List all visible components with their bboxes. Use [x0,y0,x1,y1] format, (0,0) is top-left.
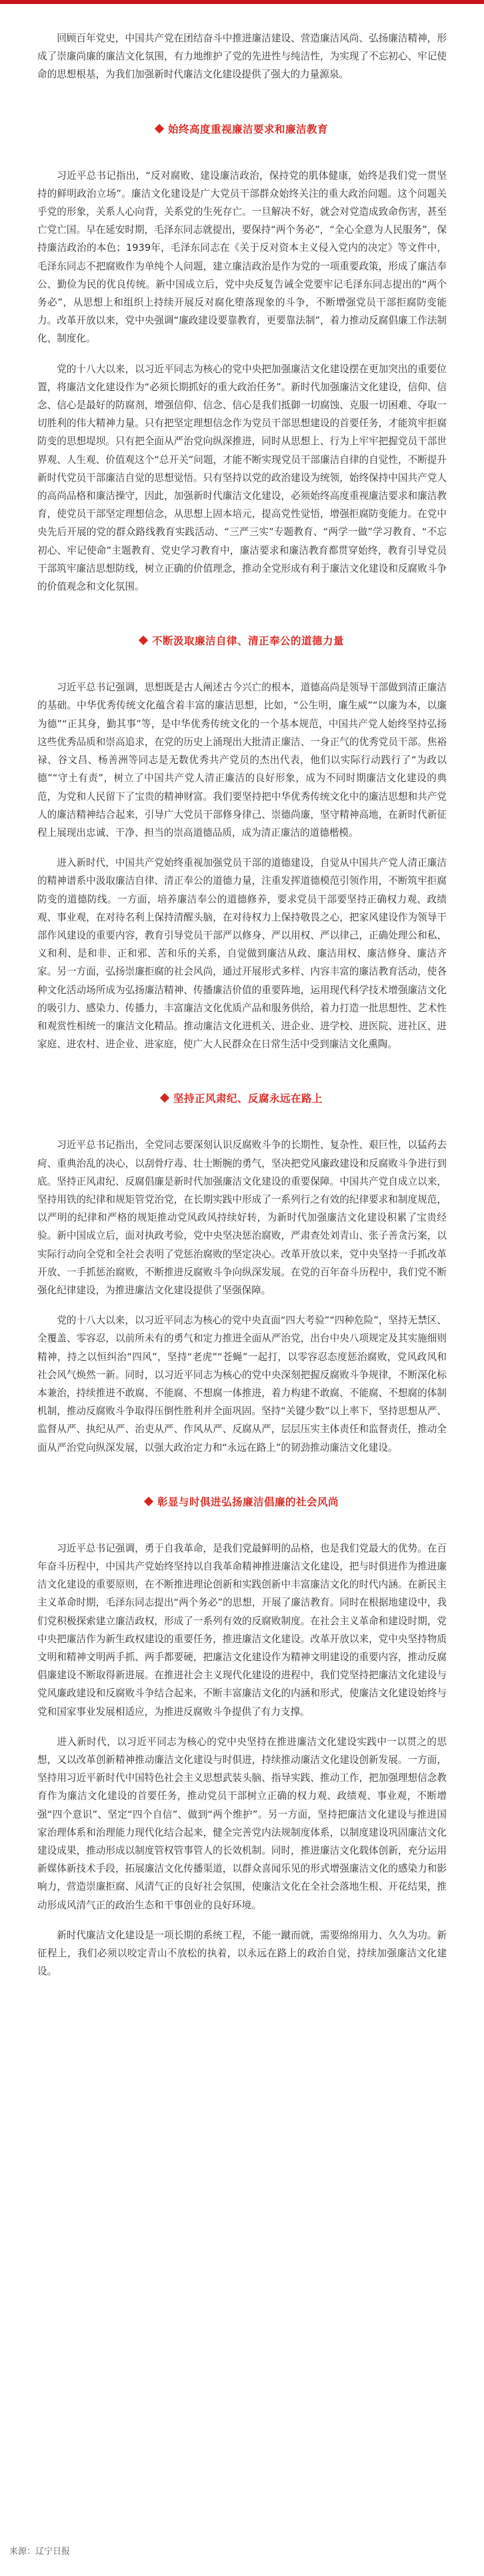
section-heading-text: 坚持正风肃纪、反腐永远在路上 [173,1093,323,1105]
paragraph: 进入新时代，以习近平同志为核心的党中央坚持在推进廉洁文化建设实践中一以贯之的思想，又以改革创新精神推动廉洁文化建设与时俱进，持续推动廉洁文化建设创新发展。一方面，坚持用习近平新时代中国特色社会主义思想武装头脑、指导实践、推动工作，把加强理想信念教育作为廉洁文化建设的首要任务，推动党员干部树立正确的权力观、政绩观、事业观，不断增强“四个意识”、坚定“四个自信”、做到“两个维护”。另一方面，坚持把廉洁文化建设与推进国家治理体系和治理能力现代化结合起来，健全完善党内法规制度体系，以制度建设巩固廉洁文化建设成果，推动形成以制度管权管事管人的长效机制。同时，推进廉洁文化载体创新，充分运用新媒体新技术手段，拓展廉洁文化传播渠道，以群众喜闻乐见的形式增强廉洁文化的感染力和影响力，营造崇廉拒腐、风清气正的良好社会氛围，使廉洁文化在全社会落地生根、开花结果，推动形成风清气正的政治生态和干事创业的良好环境。 [37,1736,447,1911]
paragraph: 进入新时代，中国共产党始终重视加强党员干部的道德建设，自觉从中国共产党人清正廉洁的精神谱系中汲取廉洁自律、清正奉公的道德力量，注重发挥道德模范引领作用，不断筑牢拒腐防变的道德防线。一方面，培养廉洁奉公的道德修养，要求党员干部要坚持正确权力观、政绩观、事业观，在对待名利上保持清醒头脑，在对待权力上保持敬畏之心，把家风建设作为领导干部作风建设的重要内容，教育引导党员干部严以修身、严以用权、严以律己，正确处理公和私、义和利、是和非、正和邪、苦和乐的关系，自觉做到廉洁从政、廉洁用权、廉洁修身、廉洁齐家。另一方面，弘扬崇廉拒腐的社会风尚，通过开展形式多样、内容丰富的廉洁教育活动，使各种文化活动场所成为弘扬廉洁精神、传播廉洁价值的重要阵地，运用现代科学技术增强廉洁文化的吸引力、感染力、传播力，丰富廉洁文化优质产品和服务供给，着力打造一批思想性、艺术性和观赏性相统一的廉洁文化精品。推动廉洁文化进机关、进企业、进学校、进医院、进社区、进家庭、进农村、进企业、进家庭，使广大人民群众在日常生活中受到廉洁文化熏陶。 [37,857,447,1051]
paragraph: 党的十八大以来，以习近平同志为核心的党中央直面“四大考验”“四种危险”，坚持无禁区、全覆盖、零容忍，以前所未有的勇气和定力推进全面从严治党，出台中央八项规定及其实施细则精神，持之以恒纠治“四风”，坚持“老虎”“苍蝇”一起打，以零容忍态度惩治腐败，党风政风和社会风气焕然一新。同时，以习近平同志为核心的党中央深刻把握反腐败斗争规律，不断深化标本兼治，持续推进不敢腐、不能腐、不想腐一体推进，着力构建不敢腐、不能腐、不想腐的体制机制，推动反腐败斗争取得压倒性胜利并全面巩固。坚持“关键少数”以上率下，坚持思想从严、监督从严、执纪从严、治吏从严、作风从严、反腐从严，层层压实主体责任和监督责任，推动全面从严治党向纵深发展，以强大政治定力和“永远在路上”的韧劲推动廉洁文化建设。 [37,1315,447,1453]
red-diamond-icon [144,1497,153,1506]
section-heading-2 [0,633,484,648]
paragraph: 习近平总书记指出，全党同志要深刻认识反腐败斗争的长期性、复杂性、艰巨性，以猛药去疴、重典治乱的决心，以刮骨疗毒、壮士断腕的勇气，坚决把党风廉政建设和反腐败斗争进行到底。坚持正风肃纪、反腐倡廉是新时代加强廉洁文化建设的重要保障。中国共产党自成立以来，坚持用铁的纪律和规矩管党治党，在长期实践中形成了一系列行之有效的纪律要求和制度规范，以严明的纪律和严格的规矩推动党风政风持续好转，为新时代加强廉洁文化建设积累了宝贵经验。新中国成立后，面对执政考验，党中央坚决惩治腐败，严肃查处刘青山、张子善贪污案，以实际行动向全党和全社会表明了党惩治腐败的坚定决心。改革开放以来，党中央坚持一手抓改革开放、一手抓惩治腐败，不断推进反腐败斗争向纵深发展。在党的百年奋斗历程中，我们党不断强化纪律建设，为推进廉洁文化建设提供了坚强保障。 [37,1139,447,1296]
section-heading-text: 彰显与时俱进弘扬廉洁倡廉的社会风尚 [157,1495,339,1508]
paragraph: 习近平总书记强调，思想既是古人阐述古今兴亡的根本，道德高尚是领导干部做到清正廉洁的基础。中华优秀传统文化蕴含着丰富的廉洁思想，比如，“公生明，廉生威”“以廉为本，以廉为德”“正其身，勤其事”等，是中华优秀传统文化的一个基本规范，中国共产党人始终坚持弘扬这些优秀品质和崇高追求，在党的历史上涌现出大批清正廉洁、一身正气的优秀党员干部。焦裕禄、谷文昌、杨善洲等同志是无数优秀共产党员的杰出代表，他们以实际行动践行了“为政以德”“守土有责”，树立了中国共产党人清正廉洁的良好形象，成为不同时期廉洁文化建设的典范，为党和人民留下了宝贵的精神财富。我们要坚持把中华优秀传统文化中的廉洁思想和共产党人的廉洁精神结合起来，引导广大党员干部修身律己、崇德尚廉，坚守精神高地，在新时代新征程上展现出忠诚、干净、担当的崇高道德品质，成为清正廉洁的道德楷模。 [37,682,447,838]
section-heading-3 [0,1091,484,1105]
section-heading-text: 始终高度重视廉洁要求和廉洁教育 [167,123,328,135]
article-body [0,4,484,1980]
paragraph: 习近平总书记强调，勇于自我革命，是我们党最鲜明的品格，也是我们党最大的优势。在百年奋斗历程中，中国共产党始终坚持以自我革命精神推进廉洁文化建设，把与时俱进作为推进廉洁文化建设的重要原则，在不断推进理论创新和实践创新中丰富廉洁文化的时代内涵。在新民主主义革命时期，毛泽东同志提出“两个务必”的思想，开展了廉洁教育。同时在根据地建设中，我们党积极探索建立廉洁政权，形成了一系列有效的反腐败制度。在社会主义革命和建设时期，党中央把廉洁作为新生政权建设的重要任务，推进廉洁文化建设。改革开放以来，党中央坚持物质文明和精神文明两手抓、两手都要硬，把廉洁文化建设作为精神文明建设的重要内容，推动反腐倡廉建设不断取得新进展。在推进社会主义现代化建设的进程中，我们党坚持把廉洁文化建设与党风廉政建设和反腐败斗争结合起来，不断丰富廉洁文化的内涵和形式，使廉洁文化建设始终与党和国家事业发展相适应，为推进反腐败斗争提供了有力支撑。 [37,1542,447,1718]
paragraph: 习近平总书记指出，“反对腐败、建设廉洁政治，保持党的肌体健康，始终是我们党一贯坚持的鲜明政治立场”。廉洁文化建设是广大党员干部群众始终关注的重大政治问题。这个问题关乎党的形象，关系人心向背，关系党的生死存亡。一旦解决不好，就会对党造成致命伤害，甚至亡党亡国。早在延安时期，毛泽东同志就提出，要保持“两个务必”，“全心全意为人民服务”，保持廉洁政治的本色；1939年，毛泽东同志在《关于反对资本主义侵入党内的决定》等文件中，毛泽东同志不把腐败作为单纯个人问题，建立廉洁政治是作为党的一项重要政策，形成了廉洁奉公、勤俭为民的优良传统。新中国成立后，党中央反复告诫全党要牢记毛泽东同志提出的“两个务必”，从思想上和组织上持续开展反对腐化堕落现象的斗争，不断增强党员干部拒腐防变能力。改革开放以来，党中央强调“廉政建设要靠教育，更要靠法制”，着力推动反腐倡廉工作法制化、制度化。 [37,169,447,345]
section-heading-1 [0,121,484,136]
red-diamond-icon [160,1093,169,1103]
red-diamond-icon [155,124,164,133]
section-heading-text: 不断汲取廉洁自律、清正奉公的道德力量 [151,635,344,648]
paragraph: 党的十八大以来，以习近平同志为核心的党中央把加强廉洁文化建设摆在更加突出的重要位置，将廉洁文化建设作为“必须长期抓好的重大政治任务”。新时代加强廉洁文化建设，信仰、信念、信心是最好的防腐剂，增强信仰、信念、信心是我们抵御一切腐蚀、克服一切困难、夺取一切胜利的伟大精神力量。只有把坚定理想信念作为党员干部思想建设的首要任务，才能筑牢拒腐防变的思想堤坝。只有把全面从严治党向纵深推进，同时从思想上、行为上牢牢把握党员干部世界观、人生观、价值观这个“总开关”问题，才能不断实现党员干部廉洁自律的自觉性，不断提升新时代党员干部廉洁自觉的思想觉悟。只有坚持以党的政治建设为统领，始终保持中国共产党人的高尚品格和廉洁操守，因此，加强新时代廉洁文化建设，必须始终高度重视廉洁要求和廉洁教育，使党员干部坚定理想信念，从思想上固本培元，提高党性觉悟，增强拒腐防变能力。在党中央先后开展的党的群众路线教育实践活动、“三严三实”专题教育、“两学一做”学习教育、“不忘初心、牢记使命”主题教育、党史学习教育中，廉洁要求和廉洁教育都贯穿始终，教育引导党员干部筑牢廉洁思想防线，树立正确的价值理念，推动全党形成有利于廉洁文化建设和反腐败斗争的价值观念和文化氛围。 [37,363,447,593]
section-heading-4 [0,1494,484,1509]
red-diamond-icon [139,636,148,645]
source-credit: 来源：辽宁日报 [9,2547,71,2557]
intro-paragraph: 回顾百年党史，中国共产党在团结奋斗中推进廉洁建设、营造廉洁风尚、弘扬廉洁精神，形成了崇廉尚廉的廉洁文化氛围，有力地维护了党的先进性与纯洁性，为实现了不忘初心、牢记使命的思想根基，为我们加强新时代廉洁文化建设提供了强大的力量源泉。 [37,33,447,81]
closing-paragraph: 新时代廉洁文化建设是一项长期的系统工程，不能一蹴而就，需要绵绵用力、久久为功。新征程上，我们必须以咬定青山不放松的执着，以永远在路上的政治自觉，持续加强廉洁文化建设。 [37,1929,447,1978]
